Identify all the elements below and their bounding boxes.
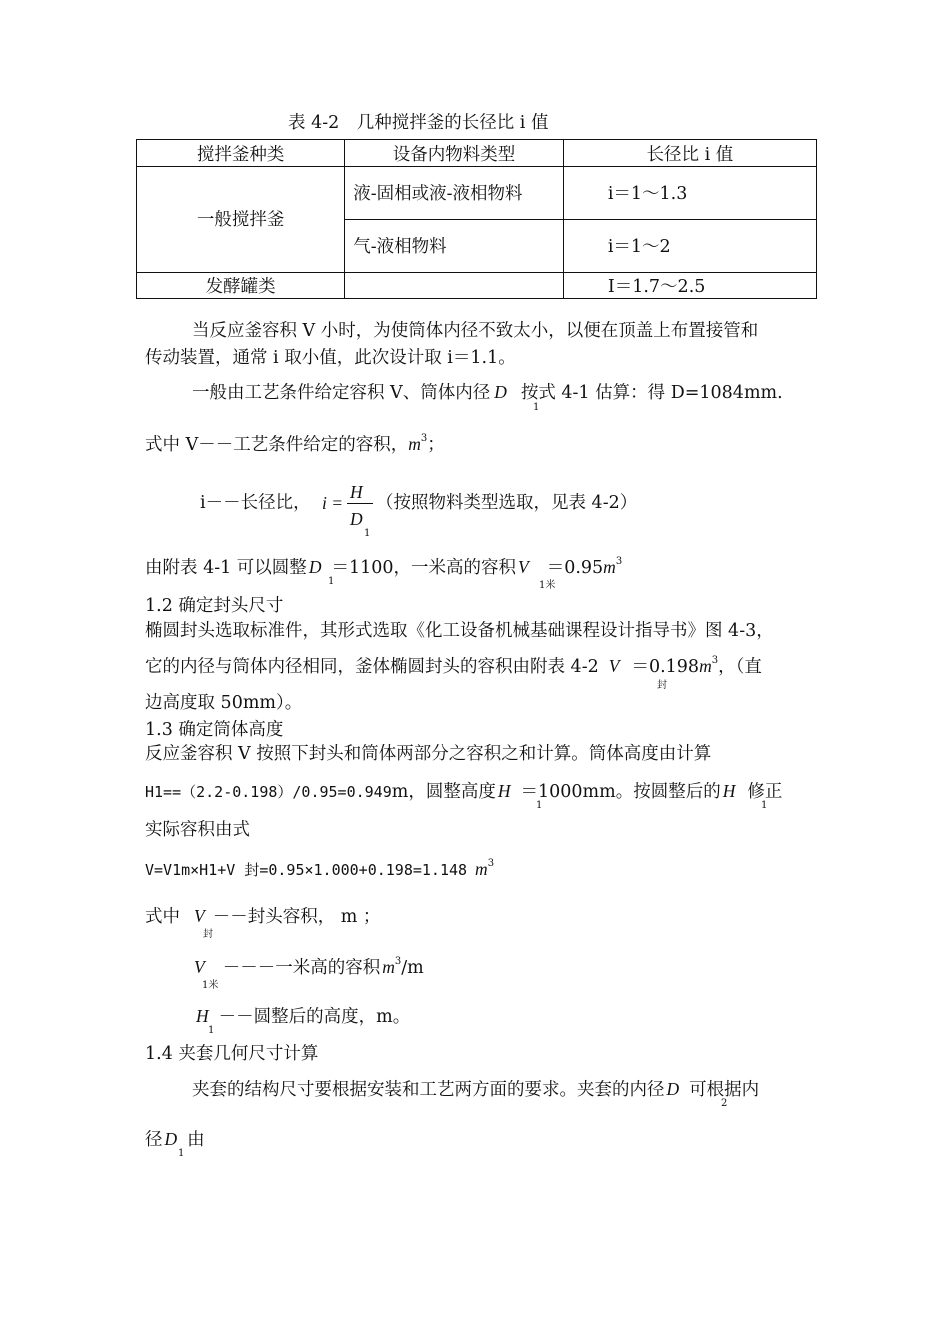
paragraph-line [145,656,762,678]
table-header-row [137,140,817,167]
text: 它的内径与筒体内径相同，釜体椭圆封头的容积由附表 4-2 [145,657,599,677]
fraction-numerator: H [350,482,363,502]
math-var: H [722,781,736,801]
math-var: D [666,1079,680,1099]
math-var: V [608,656,620,676]
subscript: 1 [208,1025,215,1036]
cell-material: 液-固相或液-液相物料 [345,167,564,220]
subscript: 1 [761,800,768,811]
text: ，（直 [718,657,762,677]
paragraph-line [145,1129,205,1151]
exponent: 3 [394,956,402,967]
math-var: D [164,1129,178,1149]
text: H1==（2.2-0.198）/0.95=0.949 [145,783,392,801]
text: 按式 4-1 估算：得 D=1084mm. [520,383,783,403]
paragraph-line: 边高度取 50mm）。 [145,693,303,713]
paragraph-line [145,434,445,456]
text: ＝1100，一米高的容积 [331,558,516,578]
cell-ratio: i＝1～1.3 [563,167,816,220]
text: 式中 V－－工艺条件给定的容积， [145,435,409,455]
cell-ratio: i＝1～2 [563,220,816,273]
math-var: H [497,781,511,801]
subscript: 1米 [539,580,556,591]
unit: m [475,859,488,879]
text: 夹套的结构尺寸要根据安装和工艺两方面的要求。夹套的内径 [192,1080,665,1100]
math-var: H [196,1006,209,1026]
aspect-ratio-table [136,139,817,299]
text: /m [401,958,424,978]
header-kettle-type: 搅拌釜种类 [137,140,345,167]
paragraph-line: 传动装置，通常 i 取小值，此次设计取 i＝1.1。 [145,348,516,368]
subscript: 1 [178,1148,185,1159]
text: －－圆整后的高度，m。 [218,1007,411,1027]
subscript: 1 [536,800,543,811]
text: ＝0.95 [546,558,604,578]
text: ＝0.198 [631,657,700,677]
cell-material: 气-液相物料 [345,220,564,273]
math-lhs: i = [322,493,344,513]
unit: m [699,656,712,676]
math-var: D [494,382,507,402]
paragraph-line: 反应釜容积 V 按照下封头和筒体两部分之容积之和计算。筒体高度由计算 [145,744,712,764]
paragraph-line [145,781,782,803]
subscript: 1米 [202,980,219,991]
paragraph-line [145,906,380,928]
text: ＝1000mm。按圆整后的 [520,782,721,802]
text: （按照物料类型选取，见表 4-2） [376,493,638,513]
text: m，圆整高度 [391,782,496,802]
subscript: 1 [533,402,540,413]
cell-material [345,273,564,299]
paragraph-line [192,382,783,404]
paragraph-line [145,859,494,881]
paragraph-line [196,1006,410,1028]
math-var: V [194,906,205,926]
paragraph-line: 当反应釜容积 V 小时，为使筒体内径不致太小，以便在顶盖上布置接管和 [192,321,759,341]
text: －－－一米高的容积 [222,958,381,978]
text: 可根据内 [689,1080,760,1100]
exponent: 3 [487,858,495,869]
subscript: 1 [328,576,335,587]
header-ratio: 长径比 i 值 [563,140,816,167]
table-caption: 表 4-2 几种搅拌釜的长径比 i 值 [288,113,549,133]
paragraph-line [192,1079,759,1101]
section-heading: 1.2 确定封头尺寸 [145,596,284,616]
table-row [137,167,817,220]
subscript: 封 [657,680,667,691]
paragraph-line: 实际容积由式 [145,820,250,840]
unit: m [382,957,395,977]
unit: m [408,434,421,454]
exponent: 3 [615,556,623,567]
paragraph-line: i－－长径比， [200,493,311,513]
fraction-bar [347,503,373,504]
exponent: 3 [711,655,719,666]
table-row [137,273,817,299]
section-heading: 1.4 夹套几何尺寸计算 [145,1044,319,1064]
text: 式中 [145,907,180,927]
text: V=V1m×H1+V 封=0.95×1.000+0.198=1.148 [145,861,468,879]
section-heading: 1.3 确定筒体高度 [145,720,284,740]
subscript: 1 [364,528,371,539]
text: 修正 [747,782,783,802]
text: ； [427,435,445,455]
fraction-denominator: D [350,509,363,529]
subscript: 2 [721,1098,728,1109]
header-material-type: 设备内物料类型 [345,140,564,167]
exponent: 3 [420,433,428,444]
math-var: V [194,957,205,977]
unit: m [603,557,616,577]
paragraph-line [194,957,424,979]
text: 一般由工艺条件给定容积 V、筒体内径 [192,383,491,403]
text: 径 [145,1130,163,1150]
paragraph-line: 椭圆封头选取标准件，其形式选取《化工设备机械基础课程设计指导书》图 4-3， [145,621,774,641]
math-var: V [518,557,529,577]
cell-fermenter: 发酵罐类 [137,273,345,299]
text: －－封头容积， m ； [212,907,381,927]
subscript: 封 [203,929,213,940]
text: 由附表 4-1 可以圆整 [145,558,307,578]
text: 由 [187,1130,205,1150]
cell-general-kettle: 一般搅拌釜 [137,167,345,273]
cell-ratio: I＝1.7～2.5 [563,273,816,299]
math-var: D [308,557,322,577]
